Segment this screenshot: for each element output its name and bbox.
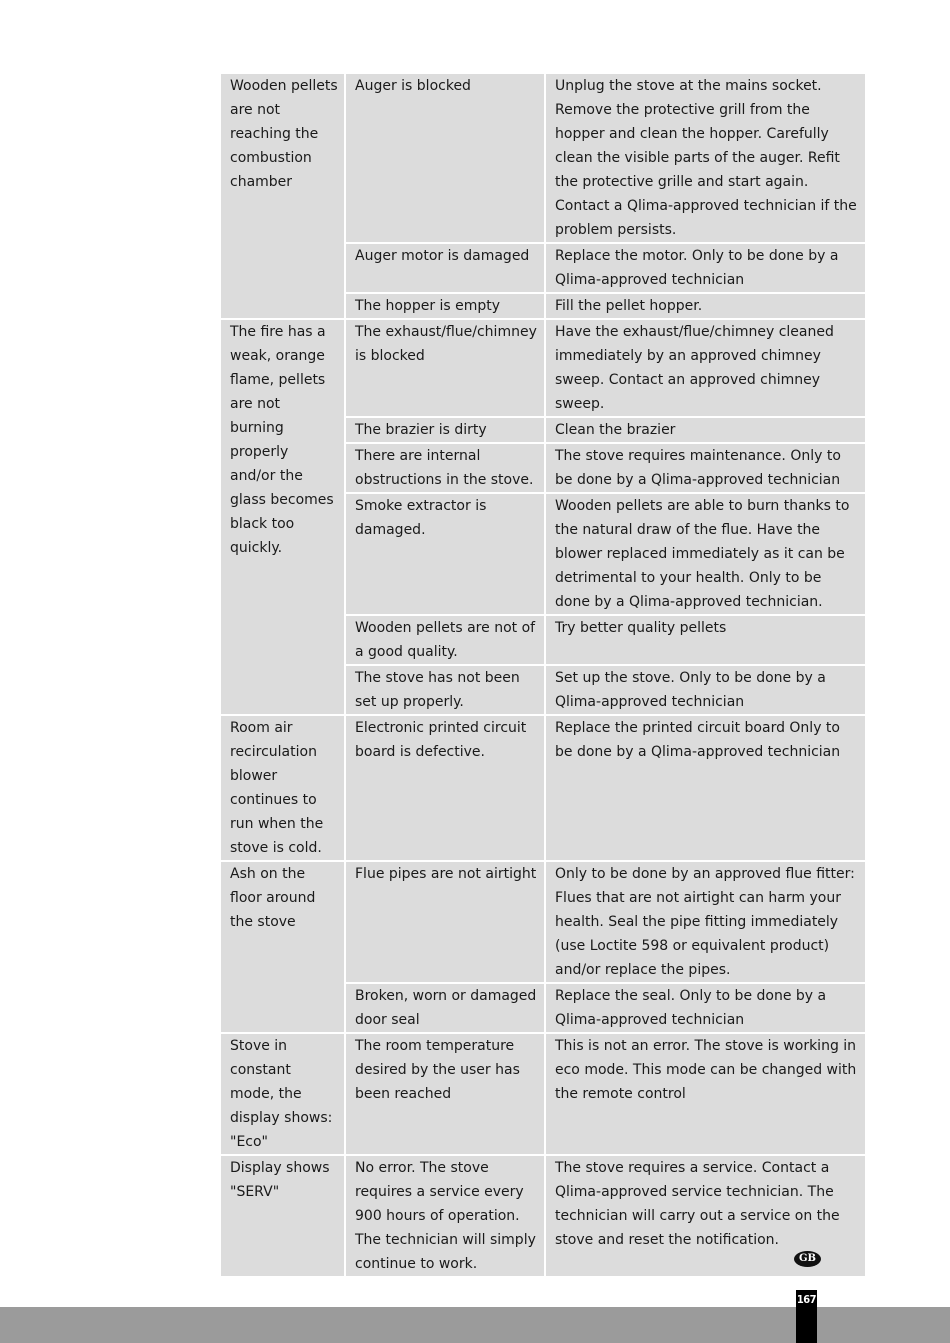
cause-cell: The room temperature desired by the user has been reached <box>345 1033 545 1155</box>
cause-cell: Wooden pellets are not of a good quality. <box>345 615 545 665</box>
solution-cell: Replace the seal. Only to be done by a Qlima-approved technician <box>545 983 865 1033</box>
cause-cell: The stove has not been set up properly. <box>345 665 545 715</box>
problem-cell: Wooden pellets are not reaching the combustion chamber <box>221 74 345 319</box>
table-row <box>221 1033 865 1155</box>
problem-cell: The fire has a weak, orange flame, pellets are not burning properly and/or the glass becomes black too quickly. <box>221 319 345 715</box>
cause-cell: The hopper is empty <box>345 293 545 319</box>
table-row <box>221 1155 865 1276</box>
problem-cell: Ash on the floor around the stove <box>221 861 345 1033</box>
solution-cell: Unplug the stove at the mains socket. Remove the protective grill from the hopper and clean the hopper. Carefully clean the visible parts of the auger. Refit the protective grille and start again. Contact a Qlima-approved technician if the problem persists. <box>545 74 865 243</box>
solution-cell: Fill the pellet hopper. <box>545 293 865 319</box>
table-row <box>221 319 865 417</box>
cause-cell: No error. The stove requires a service every 900 hours of operation. The technician will simply continue to work. <box>345 1155 545 1276</box>
cause-cell: Broken, worn or damaged door seal <box>345 983 545 1033</box>
solution-cell: Have the exhaust/flue/chimney cleaned immediately by an approved chimney sweep. Contact an approved chimney sweep. <box>545 319 865 417</box>
solution-cell: Only to be done by an approved flue fitter: Flues that are not airtight can harm your health. Seal the pipe fitting immediately (use Loctite 598 or equivalent product) and/or replace the pipes. <box>545 861 865 983</box>
cause-cell: The exhaust/flue/chimney is blocked <box>345 319 545 417</box>
cause-cell: The brazier is dirty <box>345 417 545 443</box>
language-badge: GB <box>794 1251 821 1267</box>
solution-cell: Try better quality pellets <box>545 615 865 665</box>
troubleshooting-table <box>221 74 865 1276</box>
solution-cell: Replace the motor. Only to be done by a Qlima-approved technician <box>545 243 865 293</box>
solution-cell: Replace the printed circuit board Only to be done by a Qlima-approved technician <box>545 715 865 861</box>
solution-cell: This is not an error. The stove is working in eco mode. This mode can be changed with the remote control <box>545 1033 865 1155</box>
cause-cell: Smoke extractor is damaged. <box>345 493 545 615</box>
page-number: 167 <box>796 1293 817 1306</box>
solution-cell: The stove requires maintenance. Only to be done by a Qlima-approved technician <box>545 443 865 493</box>
table-row <box>221 74 865 243</box>
solution-cell: The stove requires a service. Contact a Qlima-approved service technician. The technician will carry out a service on the stove and reset the notification. <box>545 1155 865 1276</box>
solution-cell: Wooden pellets are able to burn thanks to the natural draw of the flue. Have the blower replaced immediately as it can be detrimental to your health. Only to be done by a Qlima-approved technician. <box>545 493 865 615</box>
cause-cell: Auger is blocked <box>345 74 545 243</box>
cause-cell: Auger motor is damaged <box>345 243 545 293</box>
table-row <box>221 861 865 983</box>
solution-cell: Clean the brazier <box>545 417 865 443</box>
cause-cell: Electronic printed circuit board is defective. <box>345 715 545 861</box>
problem-cell: Stove in constant mode, the display shows: "Eco" <box>221 1033 345 1155</box>
cause-cell: Flue pipes are not airtight <box>345 861 545 983</box>
cause-cell: There are internal obstructions in the stove. <box>345 443 545 493</box>
table-row <box>221 715 865 861</box>
solution-cell: Set up the stove. Only to be done by a Qlima-approved technician <box>545 665 865 715</box>
problem-cell: Display shows "SERV" <box>221 1155 345 1276</box>
problem-cell: Room air recirculation blower continues to run when the stove is cold. <box>221 715 345 861</box>
